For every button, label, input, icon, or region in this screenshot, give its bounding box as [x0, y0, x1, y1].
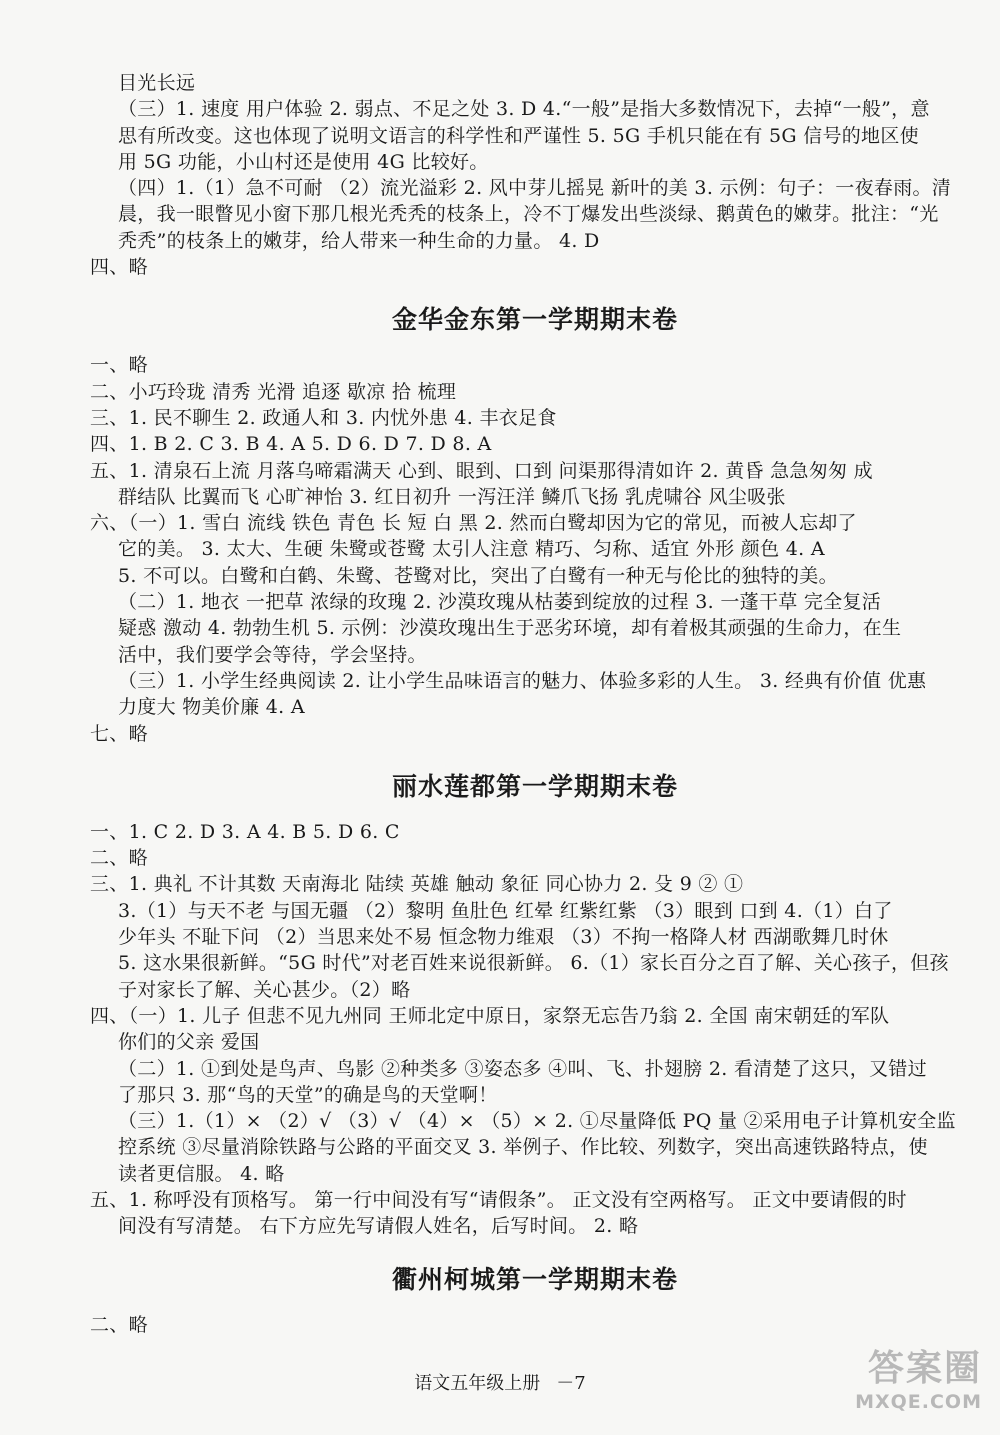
answer-line: 四、1. B 2. C 3. B 4. A 5. D 6. D 7. D 8. A [90, 433, 492, 456]
answer-line: （三）1.（1）× （2）√ （3）√ （4）× （5）× 2. ①尽量降低 PQ 量 ②采用电子计算机安全监 [118, 1110, 956, 1133]
answer-line: 读者更信服。 4. 略 [118, 1162, 285, 1185]
answer-line: 一、1. C 2. D 3. A 4. B 5. D 6. C [90, 820, 400, 843]
answer-line: 5. 不可以。白鹭和白鹤、朱鹭、苍鹭对比，突出了白鹭有一种无与伦比的独特的美。 [118, 564, 838, 587]
answer-line: 二、略 [90, 847, 148, 870]
answer-line: 秃秃”的枝条上的嫩芽，给人带来一种生命的力量。 4. D [118, 229, 600, 252]
answer-line: 三、1. 民不聊生 2. 政通人和 3. 内忧外患 4. 丰衣足食 [90, 406, 557, 429]
answer-line: 用 5G 功能，小山村还是使用 4G 比较好。 [118, 150, 489, 173]
answer-line: 三、1. 典礼 不计其数 天南海北 陆续 英雄 触动 象征 同心协力 2. 殳 9 ② ① [90, 873, 744, 896]
answer-line: 力度大 物美价廉 4. A [118, 696, 305, 719]
watermark [812, 1347, 982, 1427]
answer-line: 四、（一）1. 儿子 但悲不见九州同 王师北定中原日，家祭无忘告乃翁 2. 全国 南宋朝廷的军队 [90, 1004, 890, 1027]
answer-line: 了那只 3. 那“鸟的天堂”的确是鸟的天堂啊！ [118, 1083, 498, 1106]
answer-line: 控系统 ③尽量消除铁路与公路的平面交叉 3. 举例子、作比较、列数字，突出高速铁路特点，使 [118, 1136, 928, 1159]
page-number: －7 [556, 1373, 586, 1394]
section-title: 金华金东第一学期期末卷 [391, 305, 678, 335]
answer-line: 疑惑 激动 4. 勃勃生机 5. 示例：沙漠玫瑰出生于恶劣环境，却有着极其顽强的生命力，在生 [118, 617, 902, 640]
section-title: 衢州柯城第一学期期末卷 [391, 1264, 678, 1294]
answer-line: 六、（一）1. 雪白 流线 铁色 青色 长 短 白 黑 2. 然而白鹭却因为它的常见，而被人忘却了 [90, 512, 857, 535]
answer-line: 你们的父亲 爱国 [118, 1031, 260, 1054]
watermark-url: MXQE.COM [855, 1391, 982, 1413]
answer-line: （二）1. 地衣 一把草 浓绿的玫瑰 2. 沙漠玫瑰从枯萎到绽放的过程 3. 一蓬干草 完全复活 [118, 591, 882, 614]
book-title: 语文五年级上册 [414, 1373, 541, 1394]
answer-line: 晨，我一眼瞥见小窗下那几根光秃秃的枝条上，冷不丁爆发出些淡绿、鹅黄色的嫩芽。批注：“光 [118, 203, 939, 226]
watermark-logo: 答案圈 [867, 1348, 982, 1389]
answer-line: 5. 这水果很新鲜。“5G 时代”对老百姓来说很新鲜。 6.（1）家长百分之百了解、关心孩子，但孩 [118, 952, 949, 975]
answer-page [90, 70, 960, 1338]
section-title: 丽水莲都第一学期期末卷 [391, 771, 678, 801]
answer-line: 目光长远 [118, 72, 196, 94]
answer-line: 它的美。 3. 太大、生硬 朱鹭或苍鹭 太引人注意 精巧、匀称、适宜 外形 颜色 4. A [118, 538, 825, 561]
answer-line: 活中，我们要学会等待，学会坚持。 [118, 643, 427, 666]
answer-line: 二、略 [90, 1313, 148, 1336]
answer-line: 五、1. 称呼没有顶格写。 第一行中间没有写“请假条”。 正文没有空两格写。 正文中要请假的时 [90, 1188, 907, 1211]
answer-line: 四、略 [90, 256, 148, 279]
answer-line: 一、略 [90, 354, 148, 377]
answer-line: （四）1.（1）急不可耐 （2）流光溢彩 2. 风中芽儿摇晃 新叶的美 3. 示例：句子：一夜春雨。清 [118, 177, 952, 200]
answer-line: 群结队 比翼而飞 心旷神怡 3. 红日初升 一泻汪洋 鳞爪飞扬 乳虎啸谷 风尘吸张 [118, 485, 786, 508]
answer-line: 二、小巧玲珑 清秀 光滑 追逐 歇凉 拾 梳理 [90, 380, 457, 403]
answer-line: （二）1. ①到处是鸟声、鸟影 ②种类多 ③姿态多 ④叫、飞、扑翅膀 2. 看清楚了这只，又错过 [118, 1057, 927, 1080]
answer-line: 间没有写清楚。 右下方应先写请假人姓名，后写时间。 2. 略 [118, 1215, 639, 1238]
answer-line: 3.（1）与天不老 与国无疆 （2）黎明 鱼肚色 红晕 红紫红紫 （3）眼到 口到 4.（1）白了 [118, 899, 893, 922]
answer-line: （三）1. 速度 用户体验 2. 弱点、不足之处 3. D 4.“一般”是指大多数情况下，去掉“一般”，意 [118, 98, 930, 121]
answer-line: 七、略 [90, 722, 148, 745]
answer-line: 五、1. 清泉石上流 月落乌啼霜满天 心到、眼到、口到 问渠那得清如许 2. 黄昏 急急匆匆 成 [90, 459, 873, 482]
answer-line: 子对家长了解、关心甚少。（2）略 [118, 978, 411, 1001]
answer-line: 思有所改变。这也体现了说明文语言的科学性和严谨性 5. 5G 手机只能在有 5G 信号的地区使 [118, 124, 919, 147]
answer-line: 少年头 不耻下问 （2）当思来处不易 恒念物力维艰 （3）不拘一格降人材 西湖歌舞几时休 [118, 926, 889, 949]
answer-line: （三）1. 小学生经典阅读 2. 让小学生品味语言的魅力、体验多彩的人生。 3. 经典有价值 优惠 [118, 669, 927, 692]
